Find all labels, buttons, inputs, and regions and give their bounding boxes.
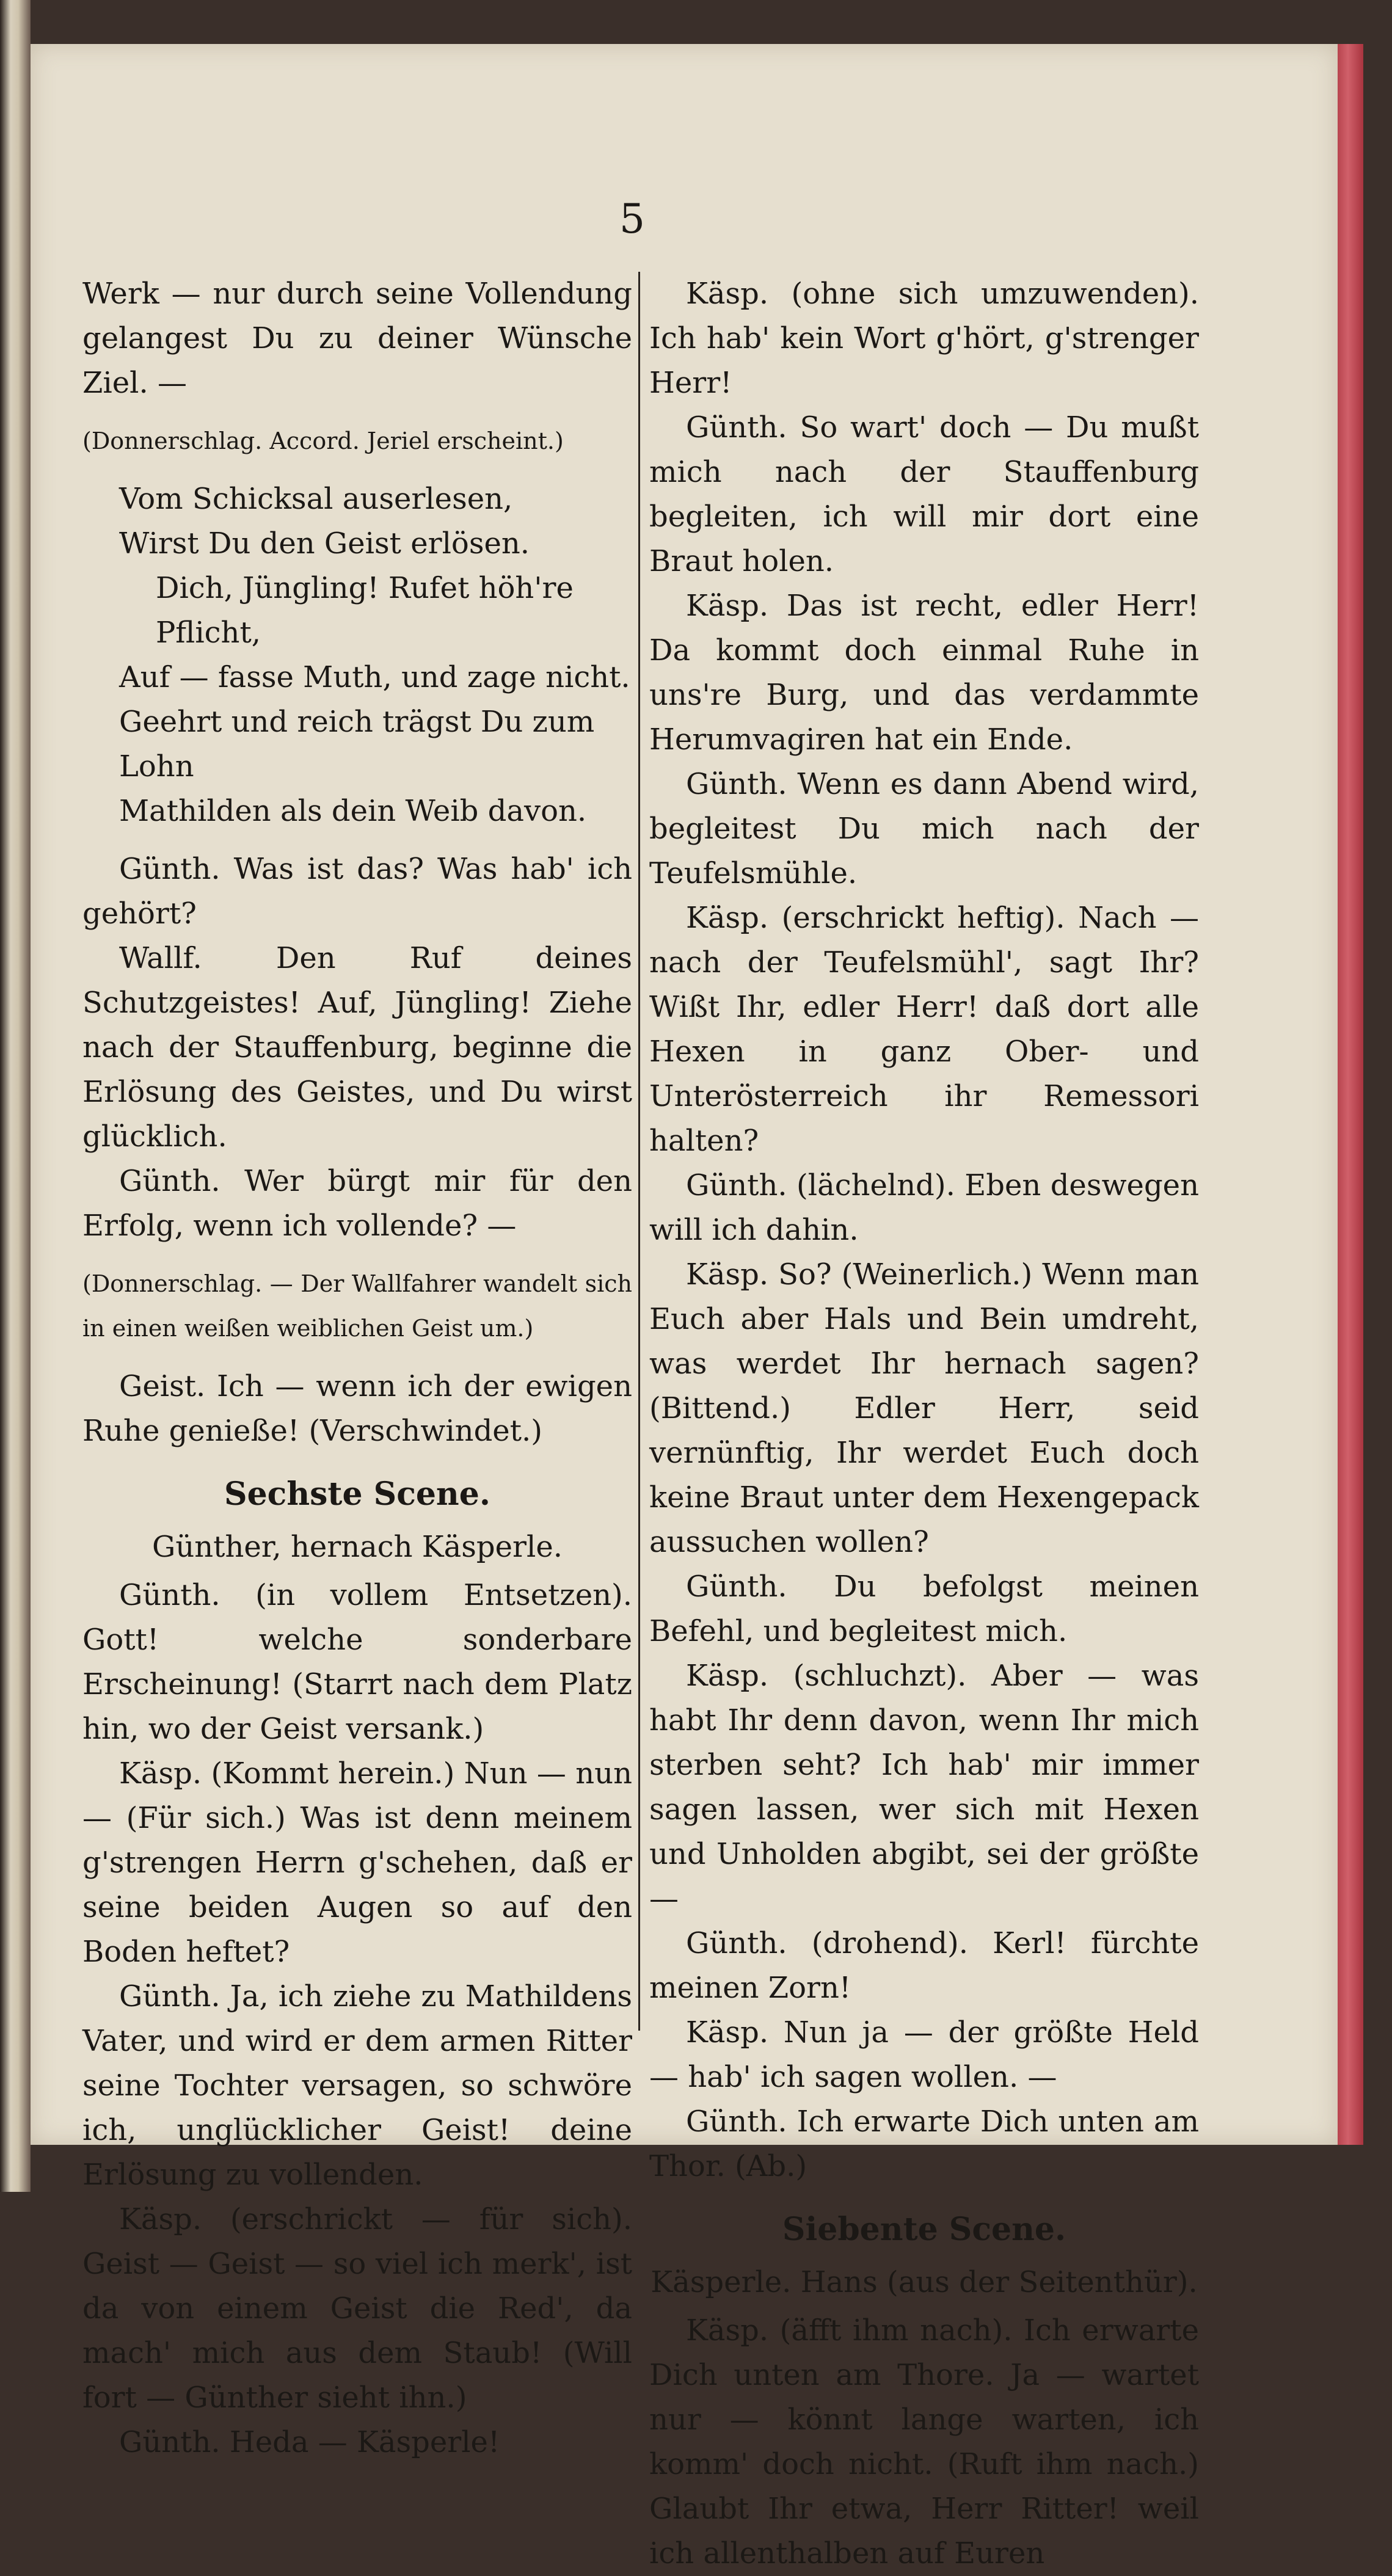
verse-line: Geehrt und reich trägst Du zum Lohn [119,705,595,784]
dialogue-paragraph: Käsp. (schluchzt). Aber — was habt Ihr denn davon, wenn Ihr mich sterben seht? Ich hab' mir immer sagen lassen, wer sich mit Hexen und Unholden abgibt, sei der größte — [649,1659,1199,1916]
scene-heading: Siebente Scene. [782,2211,1066,2248]
stage-direction: (Donnerschlag. Accord. Jeriel erscheint.) [82,428,564,454]
dialogue-paragraph: Käsp. (erschrickt — für sich). Geist — Geist — so viel ich merk', ist da von einem Geist die Red', da mach' mich aus dem Staub! (Will fort — Günther sieht ihn.) [82,2202,632,2415]
verse-line: Mathilden als dein Weib davon. [119,794,587,828]
dialogue-paragraph: Günth. So wart' doch — Du mußt mich nach der Stauffenburg begleiten, ich will mir dort eine Braut holen. [649,410,1199,578]
adjacent-page-edge [0,0,31,2192]
page-number: 5 [619,195,645,242]
dialogue-paragraph: Günth. Heda — Käsperle! [119,2425,500,2459]
dialogue-paragraph: Günth. Du befolgst meinen Befehl, und begleitest mich. [649,1570,1199,1648]
dialogue-paragraph: Käsp. (erschrickt heftig). Nach — nach der Teufelsmühl', sagt Ihr? Wißt Ihr, edler Herr! daß dort alle Hexen in ganz Ober- und Unterösterreich ihr Remessori halten? [649,901,1199,1158]
dialogue-paragraph: Geist. Ich — wenn ich der ewigen Ruhe genieße! (Verschwindet.) [82,1369,632,1448]
dialogue-paragraph: Günth. Wenn es dann Abend wird, begleitest Du mich nach der Teufelsmühle. [649,767,1199,890]
dialogue-paragraph: Günth. (drohend). Kerl! fürchte meinen Zorn! [649,1926,1199,2005]
dialogue-paragraph: Käsp. (ohne sich umzuwenden). Ich hab' kein Wort g'hört, g'strenger Herr! [649,277,1199,400]
verse-line: Auf — fasse Muth, und zage nicht. [119,660,630,694]
text-paragraph: Werk — nur durch seine Vollendung gelangest Du zu deiner Wünsche Ziel. — [82,277,632,400]
dialogue-paragraph: Günth. Was ist das? Was hab' ich gehört? [82,852,632,931]
dialogue-paragraph: Günth. Ich erwarte Dich unten am Thor. (Ab.) [649,2105,1199,2183]
dialogue-paragraph: Günth. Ja, ich ziehe zu Mathildens Vater, und wird er dem armen Ritter seine Tochter versagen, so schwöre ich, unglücklicher Geist! deine Erlösung zu vollenden. [82,1979,632,2192]
scene-heading: Sechste Scene. [224,1475,490,1513]
dialogue-paragraph: Günth. Wer bürgt mir für den Erfolg, wenn ich vollende? — [82,1164,632,1243]
stage-direction: (Donnerschlag. — Der Wallfahrer wandelt sich in einen weißen weiblichen Geist um.) [82,1270,632,1342]
column-divider [638,272,640,2031]
dialogue-paragraph: Käsp. So? (Weinerlich.) Wenn man Euch aber Hals und Bein umdreht, was werdet Ihr hernach sagen? (Bittend.) Edler Herr, seid vernünftig, Ihr werdet Euch doch keine Braut unter dem Hexengepack aussuchen wollen? [649,1257,1199,1559]
dialogue-paragraph: Käsp. Das ist recht, edler Herr! Da kommt doch einmal Ruhe in uns're Burg, und das verdammte Herumvagiren hat ein Ende. [649,589,1199,757]
dialogue-paragraph: Wallf. Den Ruf deines Schutzgeistes! Auf, Jüngling! Ziehe nach der Stauffenburg, beginne die Erlösung des Geistes, und Du wirst glücklich. [82,941,632,1154]
verse-line: Vom Schicksal auserlesen, [119,482,513,516]
left-column [82,272,632,2465]
scene-cast: Günther, hernach Käsperle. [151,1530,563,1564]
right-column [649,272,1199,2576]
dialogue-paragraph: Käsp. (äfft ihm nach). Ich erwarte Dich unten am Thore. Ja — wartet nur — könnt lange warten, ich komm' doch nicht. (Ruft ihm nach.) Glaubt Ihr etwa, Herr Ritter! weil ich allenthalben auf Euren [649,2313,1199,2571]
verse-line: Dich, Jüngling! Rufet höh're Pflicht, [156,571,574,650]
scene-cast: Käsperle. Hans (aus der Seitenthür). [650,2265,1198,2299]
verse-line: Wirst Du den Geist erlösen. [119,526,530,561]
dialogue-paragraph: Günth. (lächelnd). Eben deswegen will ich dahin. [649,1168,1199,1247]
dialogue-paragraph: Günth. (in vollem Entsetzen). Gott! welche sonderbare Erscheinung! (Starrt nach dem Platz hin, wo der Geist versank.) [82,1578,632,1746]
red-page-edge [1338,44,1363,2145]
dialogue-paragraph: Käsp. (Kommt herein.) Nun — nun — (Für sich.) Was ist denn meinem g'strengen Herrn g'schehen, daß er seine beiden Augen so auf den Boden heftet? [82,1756,632,1969]
dialogue-paragraph: Käsp. Nun ja — der größte Held — hab' ich sagen wollen. — [649,2015,1199,2094]
